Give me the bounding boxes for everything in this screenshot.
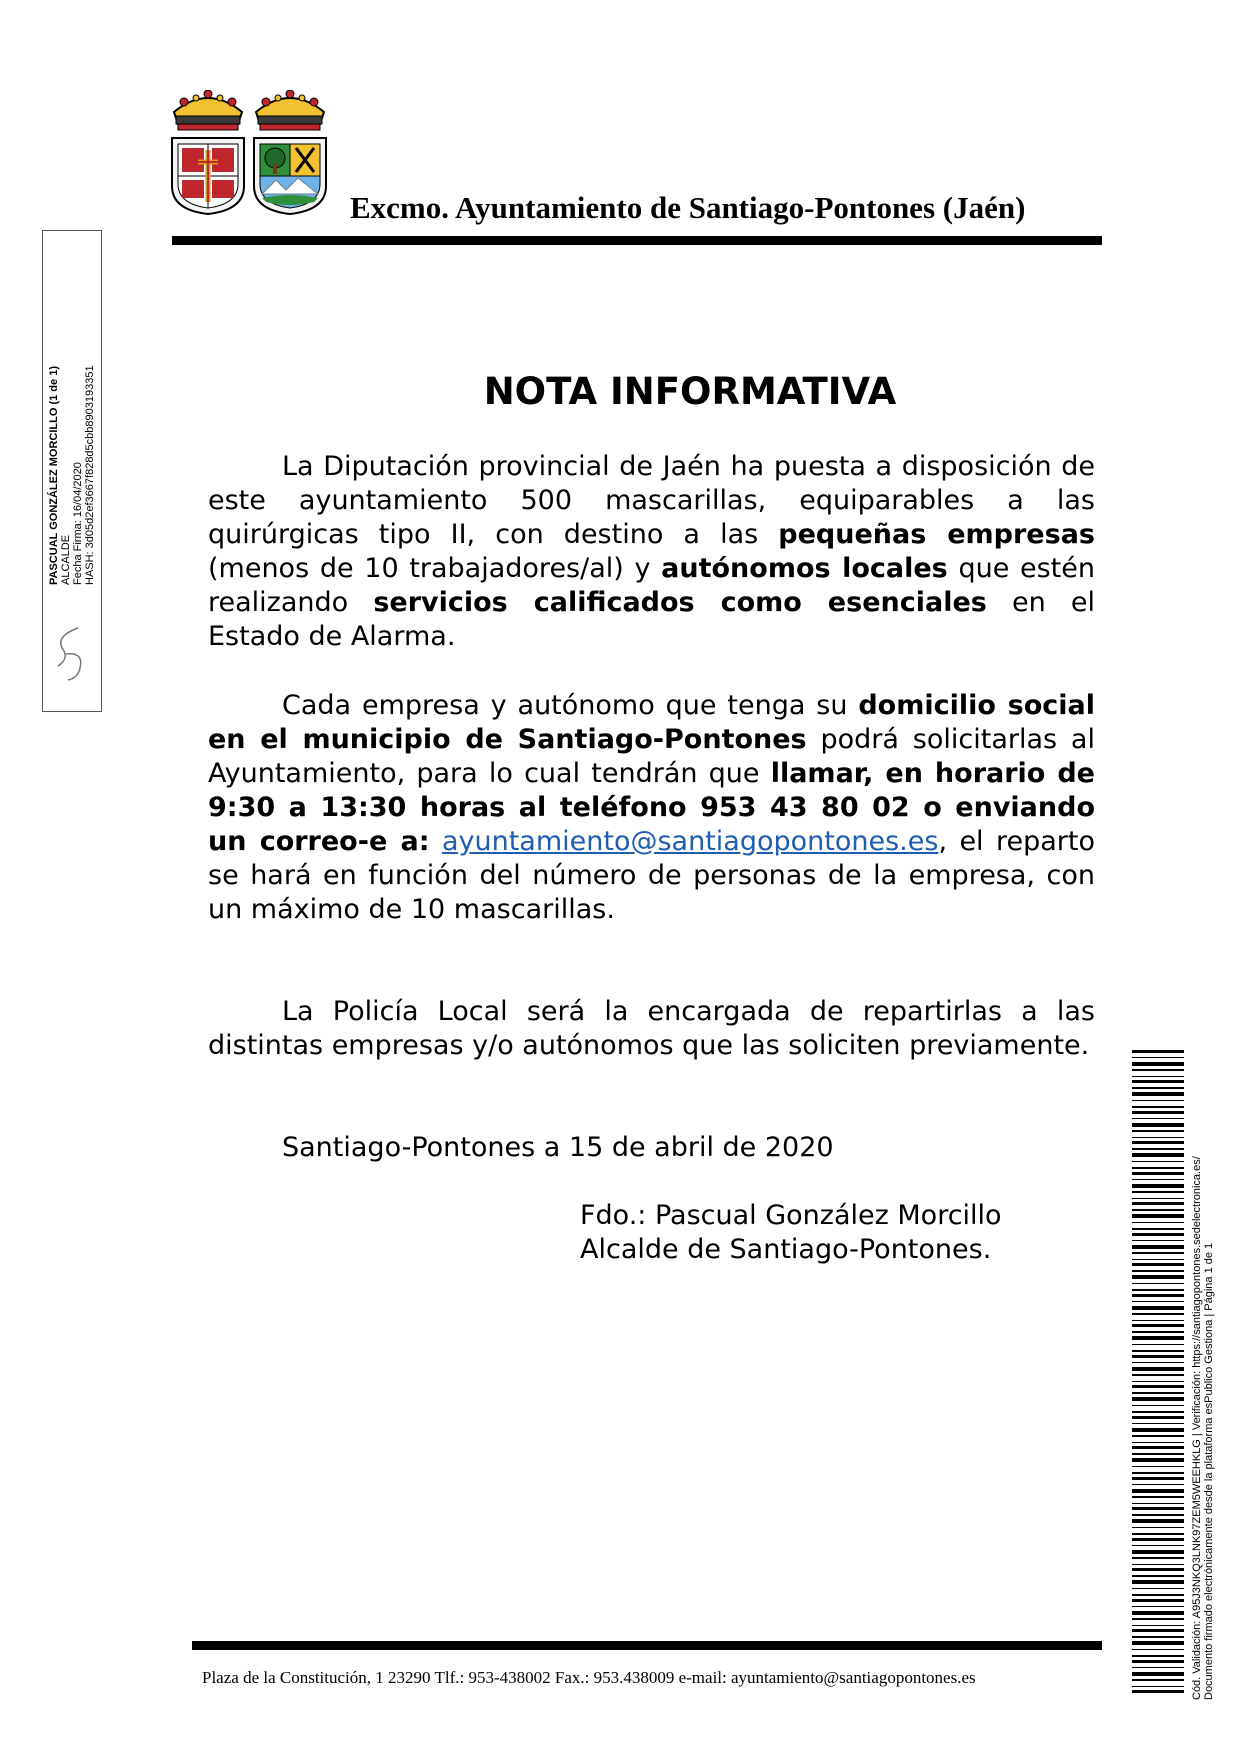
email-link[interactable]: ayuntamiento@santiagopontones.es <box>441 826 939 857</box>
p2-text-4: , el reparto se hará en función del número de personas de la empresa, con un máximo de 10 mascarillas. <box>208 826 1096 925</box>
verification-line-2: Documento firmado electrónicamente desde la plataforma esPublico Gestiona | Página 1 de 1 <box>1203 1242 1215 1700</box>
p1-bold-1: pequeñas empresas <box>778 519 1095 550</box>
crest-santiago-icon <box>168 90 248 216</box>
footer-address: Plaza de la Constitución, 1 23290 Tlf.: 953-438002 Fax.: 953.438009 e-mail: ayuntamiento@santiagopontones.es <box>202 1668 976 1687</box>
paragraph-1 <box>208 450 1095 654</box>
header-title: Excmo. Ayuntamiento de Santiago-Pontones (Jaén) <box>350 190 1026 225</box>
p1-text-1: La Diputación provincial de Jaén ha puesta a disposición de este ayuntamiento 500 mascarillas, equiparables a las quirúrgicas tipo II, con destino a las <box>208 451 1095 550</box>
barcode-icon <box>1132 1050 1184 1696</box>
signature-role: ALCALDE <box>60 534 72 585</box>
p3-text: La Policía Local será la encargada de repartirlas a las distintas empresas y/o autónomos que las soliciten previamente. <box>208 996 1095 1061</box>
p2-bold-1: domicilio social en el municipio de Santiago-Pontones <box>208 690 1096 755</box>
signature-hash: HASH: 3d05d2ef3667f828d5cbb8903193351 <box>84 365 96 585</box>
p2-text-3 <box>430 826 442 857</box>
date-line: Santiago-Pontones a 15 de abril de 2020 <box>282 1132 834 1163</box>
signatory-name: Fdo.: Pascual González Morcillo <box>580 1200 1002 1231</box>
footer-rule <box>192 1641 1102 1650</box>
signature-stamp-text <box>48 325 96 585</box>
signature-date: Fecha Firma: 16/04/2020 <box>72 462 84 585</box>
paragraph-3 <box>208 995 1095 1063</box>
p1-bold-2: autónomos locales <box>661 553 948 584</box>
p1-text-3: que estén realizando <box>208 553 1095 618</box>
signature-signer: PASCUAL GONZÁLEZ MORCILLO (1 de 1) <box>48 366 60 585</box>
signatory-role: Alcalde de Santiago-Pontones. <box>580 1234 992 1265</box>
handwritten-signature-icon <box>48 622 96 684</box>
p2-text-2: podrá solicitarlas al Ayuntamiento, para lo cual tendrán que <box>208 724 1095 789</box>
document-title: NOTA INFORMATIVA <box>483 370 897 413</box>
p1-text-2: (menos de 10 trabajadores/al) y <box>208 553 662 584</box>
p1-bold-3: servicios calificados como esenciales <box>373 587 987 618</box>
crest-pontones-icon <box>250 90 330 216</box>
paragraph-2 <box>208 689 1095 927</box>
p1-text-4: en el Estado de Alarma. <box>208 587 1095 652</box>
verification-text <box>1191 1070 1215 1700</box>
header-rule <box>172 236 1102 245</box>
p2-text-1: Cada empresa y autónomo que tenga su <box>282 690 859 721</box>
p2-bold-2: llamar, en horario de 9:30 a 13:30 horas al teléfono 953 43 80 02 o enviando un correo-e a: <box>208 758 1095 857</box>
verification-line-1: Cód. Validación: A95J3NKQ3LNK97ZEM5WEEHKLG | Verificación: https://santiagopontones.sedelectronica.es/ <box>1191 1156 1203 1700</box>
